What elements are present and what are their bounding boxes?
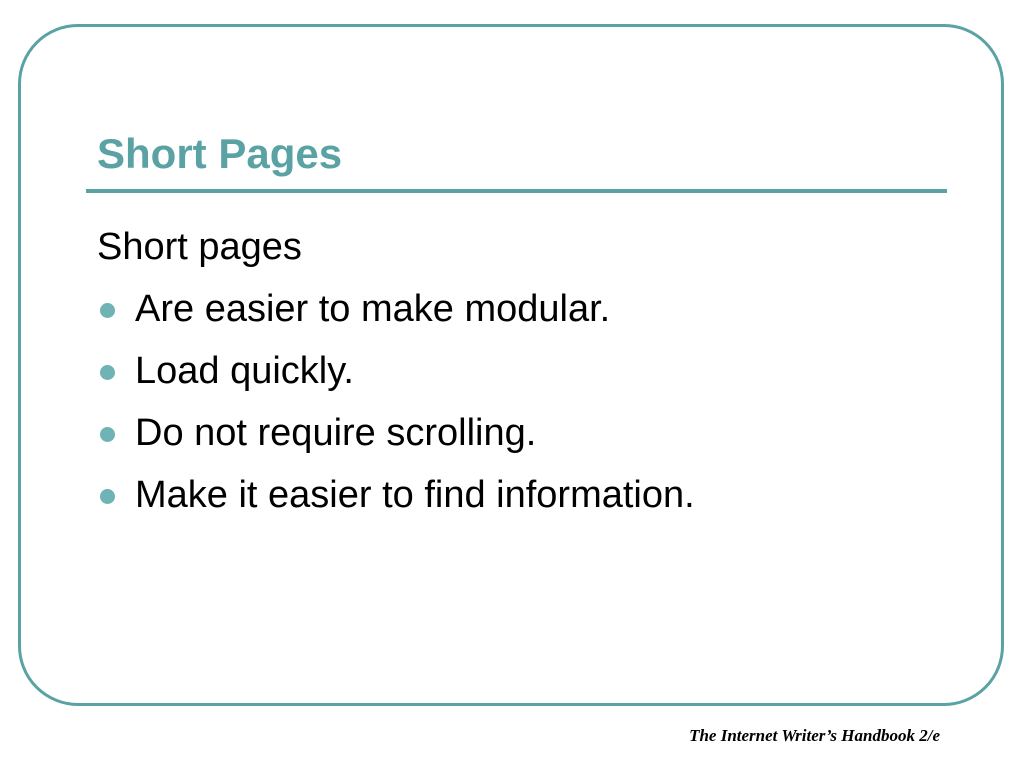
bullet-dot-icon — [100, 489, 115, 504]
intro-text: Short pages — [97, 226, 302, 268]
title-underline — [86, 189, 947, 193]
bullet-text: Do not require scrolling. — [135, 412, 537, 454]
footer-text: The Internet Writer’s Handbook 2/e — [689, 726, 940, 745]
bullet-text: Make it easier to find information. — [135, 474, 695, 516]
bullet-text: Are easier to make modular. — [135, 288, 611, 330]
bullet-dot-icon — [100, 303, 115, 318]
bullet-text: Load quickly. — [135, 350, 354, 392]
bullet-dot-icon — [100, 427, 115, 442]
bullet-dot-icon — [100, 365, 115, 380]
slide-title: Short Pages — [97, 130, 343, 177]
